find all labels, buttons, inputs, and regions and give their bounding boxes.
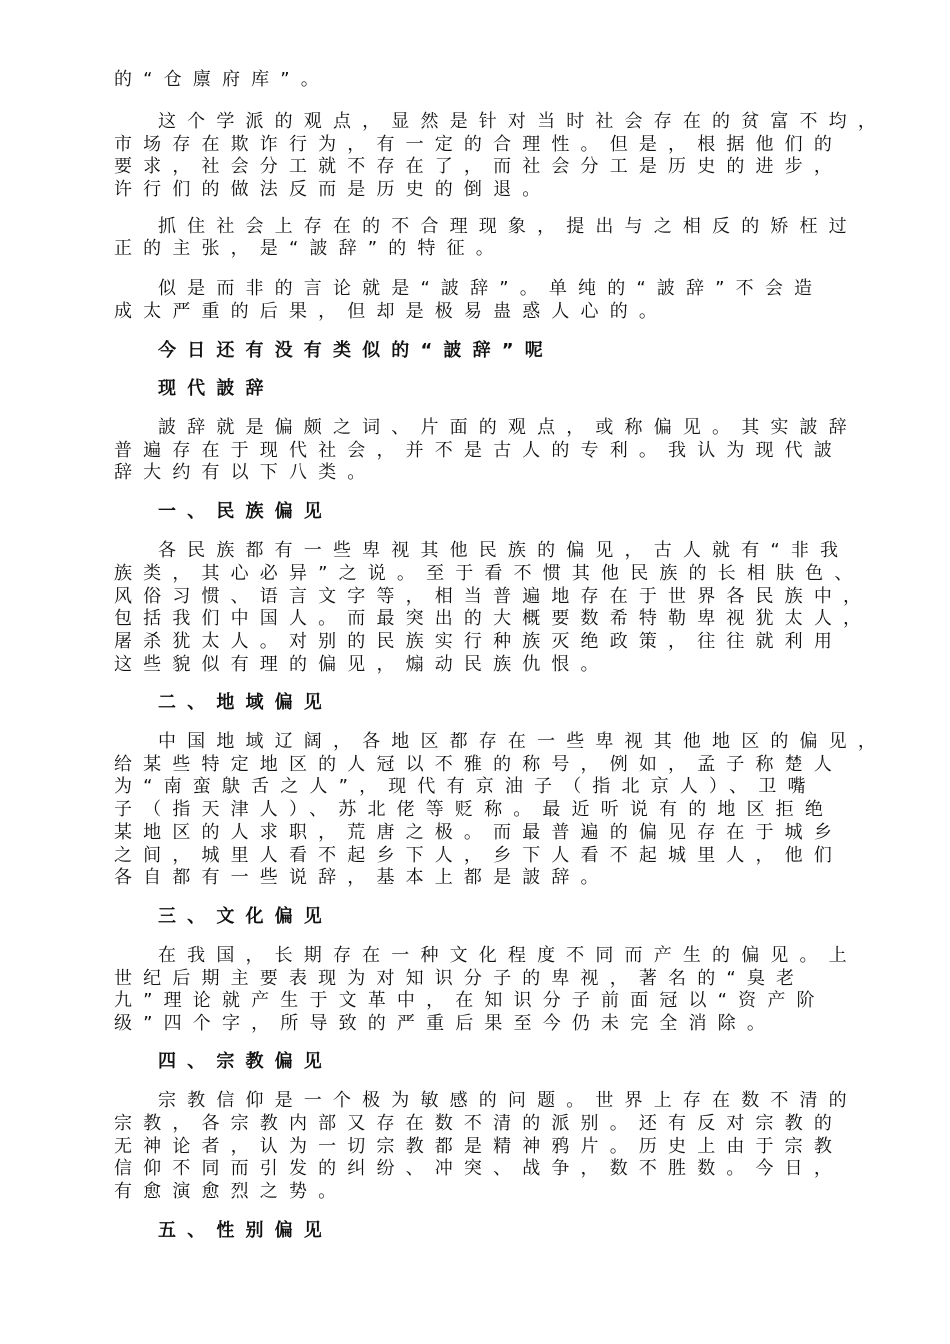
paragraph-line: 在我国，长期存在一种文化程度不同而产生的偏见。上 xyxy=(158,945,858,966)
paragraph-line: 这些貌似有理的偏见，煽动民族仇恨。 xyxy=(114,654,610,675)
section-heading: 现代詖辞 xyxy=(158,378,275,399)
paragraph-line: 子（指天津人）、苏北佬等贬称。最近听说有的地区拒绝 xyxy=(114,799,834,820)
paragraph-line: 中国地域辽阔，各地区都存在一些卑视其他地区的偏见， xyxy=(158,731,887,752)
paragraph-line: 屠杀犹太人。对别的民族实行种族灭绝政策，往往就利用 xyxy=(114,631,843,652)
section-heading: 五、性别偏见 xyxy=(158,1220,333,1241)
paragraph-line: 宗教，各宗教内部又存在数不清的派别。还有反对宗教的 xyxy=(114,1113,843,1134)
paragraph-line: 各自都有一些说辞，基本上都是詖辞。 xyxy=(114,867,610,888)
paragraph-line: 风俗习惯、语言文字等，相当普遍地存在于世界各民族中， xyxy=(114,586,873,607)
paragraph-line: 某地区的人求职，荒唐之极。而最普遍的偏见存在于城乡 xyxy=(114,822,843,843)
paragraph-line: 詖辞就是偏颇之词、片面的观点，或称偏见。其实詖辞 xyxy=(158,417,858,438)
paragraph-line: 世纪后期主要表现为对知识分子的卑视，著名的“臭老 xyxy=(114,968,806,989)
paragraph-line: 各民族都有一些卑视其他民族的偏见，古人就有“非我 xyxy=(158,540,850,561)
section-heading: 三、文化偏见 xyxy=(158,906,333,927)
paragraph-line: 辞大约有以下八类。 xyxy=(114,462,377,483)
paragraph-line: 普遍存在于现代社会，并不是古人的专利。我认为现代詖 xyxy=(114,440,843,461)
paragraph-line: 宗教信仰是一个极为敏感的问题。世界上存在数不清的 xyxy=(158,1090,858,1111)
section-heading: 一、民族偏见 xyxy=(158,501,333,522)
paragraph-line: 抓住社会上存在的不合理现象，提出与之相反的矫枉过 xyxy=(158,216,858,237)
section-heading: 二、地域偏见 xyxy=(158,692,333,713)
paragraph-line: 级”四个字，所导致的严重后果至今仍未完全消除。 xyxy=(114,1013,777,1034)
paragraph-line: 为“南蛮鴃舌之人”，现代有京油子（指北京人）、卫嘴 xyxy=(114,776,817,797)
paragraph-line: 之间，城里人看不起乡下人，乡下人看不起城里人，他们 xyxy=(114,845,843,866)
paragraph-line: 九”理论就产生于文革中，在知识分子前面冠以“资产阶 xyxy=(114,990,826,1011)
paragraph-line: 许行们的做法反而是历史的倒退。 xyxy=(114,179,552,200)
paragraph-line: 给某些特定地区的人冠以不雅的称号，例如，孟子称楚人 xyxy=(114,754,843,775)
paragraph-line: 正的主张，是“詖辞”的特征。 xyxy=(114,238,505,259)
section-heading: 四、宗教偏见 xyxy=(158,1051,333,1072)
paragraph-line: 成太严重的后果，但却是极易蛊惑人心的。 xyxy=(114,301,669,322)
paragraph-line: 包括我们中国人。而最突出的大概要数希特勒卑视犹太人， xyxy=(114,608,873,629)
paragraph-line: 这个学派的观点，显然是针对当时社会存在的贫富不均， xyxy=(158,111,887,132)
paragraph-line: 似是而非的言论就是“詖辞”。单纯的“詖辞”不会造 xyxy=(158,278,824,299)
section-heading: 今日还有没有类似的“詖辞”呢 xyxy=(158,340,554,361)
paragraph-line: 信仰不同而引发的纠纷、冲突、战争，数不胜数。今日， xyxy=(114,1158,843,1179)
paragraph-line: 有愈演愈烈之势。 xyxy=(114,1181,348,1202)
paragraph-line: 族类，其心必异”之说。至于看不惯其他民族的长相肤色、 xyxy=(114,563,864,584)
paragraph-line: 无神论者，认为一切宗教都是精神鸦片。历史上由于宗教 xyxy=(114,1136,843,1157)
paragraph-line: 市场存在欺诈行为，有一定的合理性。但是，根据他们的 xyxy=(114,134,843,155)
paragraph-line: 要求，社会分工就不存在了，而社会分工是历史的进步， xyxy=(114,156,843,177)
paragraph-line: 的“仓廪府库”。 xyxy=(114,69,330,90)
